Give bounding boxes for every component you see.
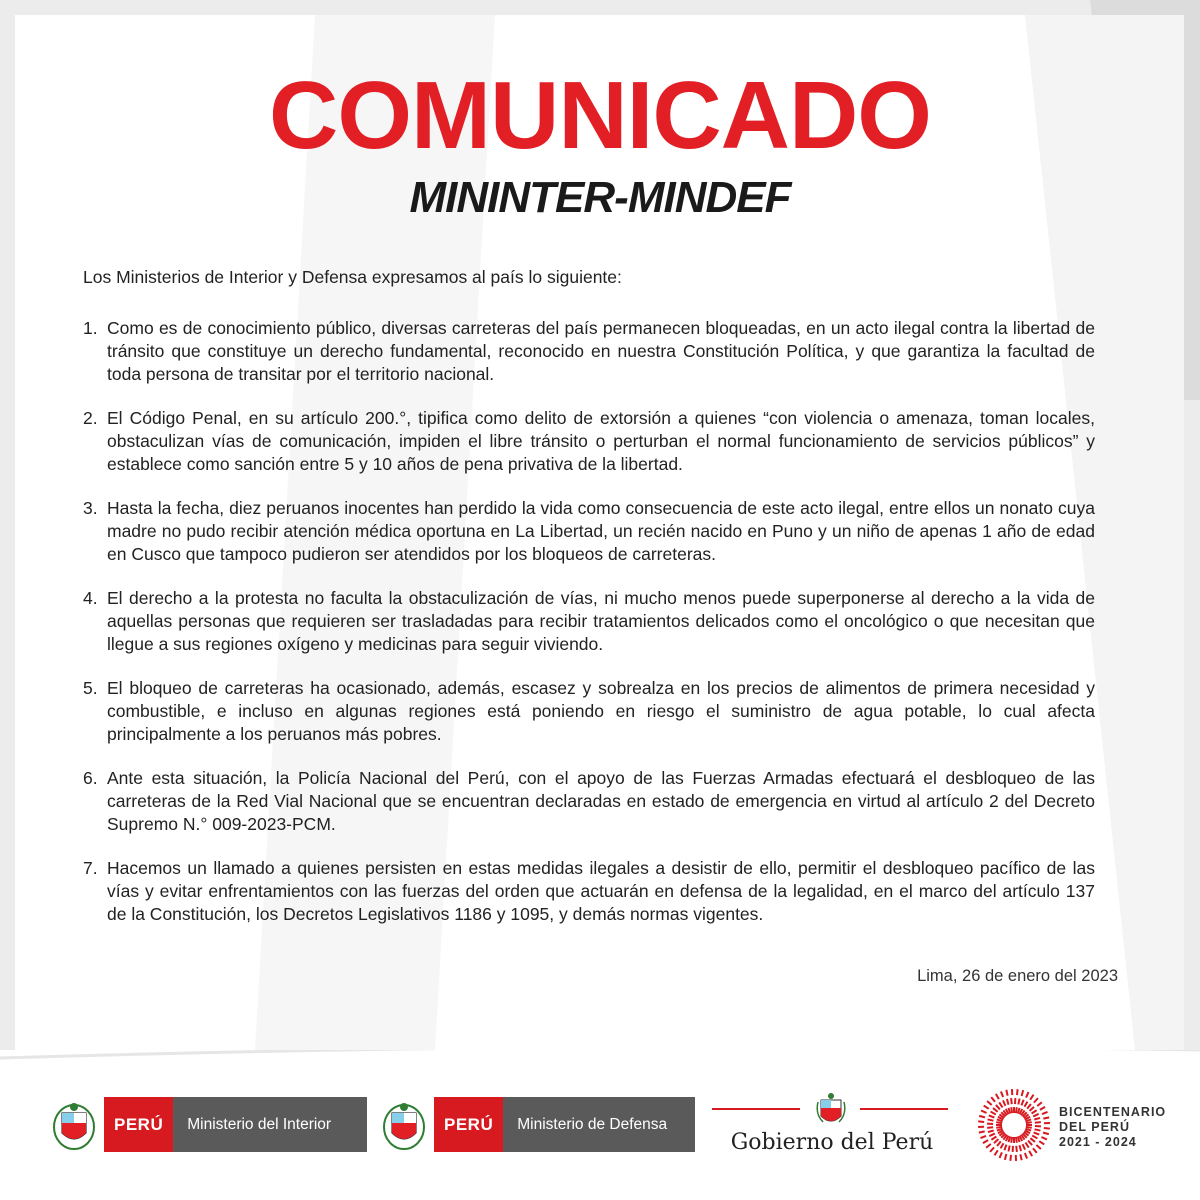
points-list: [83, 317, 1095, 947]
item-text: El bloqueo de carreteras ha ocasionado, además, escasez y sobrealza en los precios de alimentos de primera necesidad y combustible, e incluso en algunas regiones está poniendo en riesgo el suministro de agua potable, lo cual afecta principalmente a los peruanos más pobres.: [107, 678, 1095, 744]
bicentenario-line3: 2021 - 2024: [1059, 1135, 1137, 1149]
item-text: Hasta la fecha, diez peruanos inocentes han perdido la vida como consecuencia de este acto ilegal, entre ellos un nonato cuya madre no pudo recibir atención médica oportuna en La Libertad, un recién nacido en Puno y un niño de apenas 1 año de edad en Cusco que tampoco pudieron ser atendidos por los bloqueos de carreteras.: [107, 498, 1095, 564]
item-number: 6.: [83, 768, 98, 788]
list-item: [83, 497, 1095, 566]
item-text: El derecho a la protesta no faculta la obstaculización de vías, ni mucho menos puede superponerse al derecho a la vida de aquellas personas que requieren ser trasladadas para recibir tratamientos delicados como el oncológico o que necesitan que llegue a sus regiones oxígeno y medicinas para seguir viviendo.: [107, 588, 1095, 654]
divider-left: [712, 1108, 800, 1110]
list-item: [83, 407, 1095, 476]
coat-of-arms-icon: [52, 1099, 96, 1151]
item-text: Hacemos un llamado a quienes persisten en estas medidas ilegales a desistir de ello, permitir el desbloqueo pacífico de las vías y evitar enfrentamientos con las fuerzas del orden que actuarán en defensa de la legalidad, en el marco del artículo 137 de la Constitución, los Decretos Legislativos 1186 y 1095, y demás normas vigentes.: [107, 858, 1095, 924]
logo-ministerio-defensa: [382, 1097, 695, 1152]
list-item: [83, 677, 1095, 746]
item-number: 7.: [83, 858, 98, 878]
divider-right: [860, 1108, 948, 1110]
logo-gobierno-del-peru: [712, 1092, 952, 1162]
list-item: [83, 767, 1095, 836]
peru-label: PERÚ: [434, 1097, 503, 1152]
intro-text: Los Ministerios de Interior y Defensa expresamos al país lo siguiente:: [83, 267, 622, 287]
logo-ministerio-interior: [52, 1097, 367, 1152]
list-item: [83, 857, 1095, 926]
coat-of-arms-icon: [382, 1099, 426, 1151]
list-item: [83, 587, 1095, 656]
bicentenario-emblem-icon: [975, 1086, 1053, 1164]
bicentenario-text: [1059, 1105, 1166, 1150]
item-text: Ante esta situación, la Policía Nacional del Perú, con el apoyo de las Fuerzas Armadas efectuará el desbloqueo de las carreteras de la Red Vial Nacional que se encuentran declaradas en estado de emergencia en virtud al artículo 2 del Decreto Supremo N.° 009-2023-PCM.: [107, 768, 1095, 834]
gobierno-label: Gobierno del Perú: [730, 1130, 934, 1155]
ministry-interior-label: Ministerio del Interior: [173, 1097, 367, 1152]
peru-label: PERÚ: [104, 1097, 173, 1152]
coat-of-arms-icon: [815, 1092, 847, 1128]
item-text: Como es de conocimiento público, diversas carreteras del país permanecen bloqueadas, en un acto ilegal contra la libertad de tránsito que constituye un derecho fundamental, reconocido en nuestra Constitución Política, y que garantiza la facultad de toda persona de transitar por el territorio nacional.: [107, 318, 1095, 384]
bicentenario-line1: BICENTENARIO: [1059, 1105, 1167, 1119]
item-number: 3.: [83, 498, 98, 518]
item-number: 2.: [83, 408, 98, 428]
date-line: Lima, 26 de enero del 2023: [917, 967, 1118, 985]
bicentenario-line2: DEL PERÚ: [1059, 1120, 1130, 1134]
item-number: 1.: [83, 318, 98, 338]
logo-bicentenario: [975, 1086, 1167, 1166]
item-number: 5.: [83, 678, 98, 698]
ministry-defensa-label: Ministerio de Defensa: [503, 1097, 695, 1152]
item-text: El Código Penal, en su artículo 200.°, tipifica como delito de extorsión a quienes “con violencia o amenaza, toman locales, obstaculizan vías de comunicación, impiden el libre tránsito o perturban el normal funcionamiento de servicios públicos” y establece como sanción entre 5 y 10 años de pena privativa de la libertad.: [107, 408, 1095, 474]
page-title: COMUNICADO: [269, 62, 931, 169]
item-number: 4.: [83, 588, 98, 608]
list-item: [83, 317, 1095, 386]
page-subtitle: MININTER-MINDEF: [409, 173, 791, 222]
